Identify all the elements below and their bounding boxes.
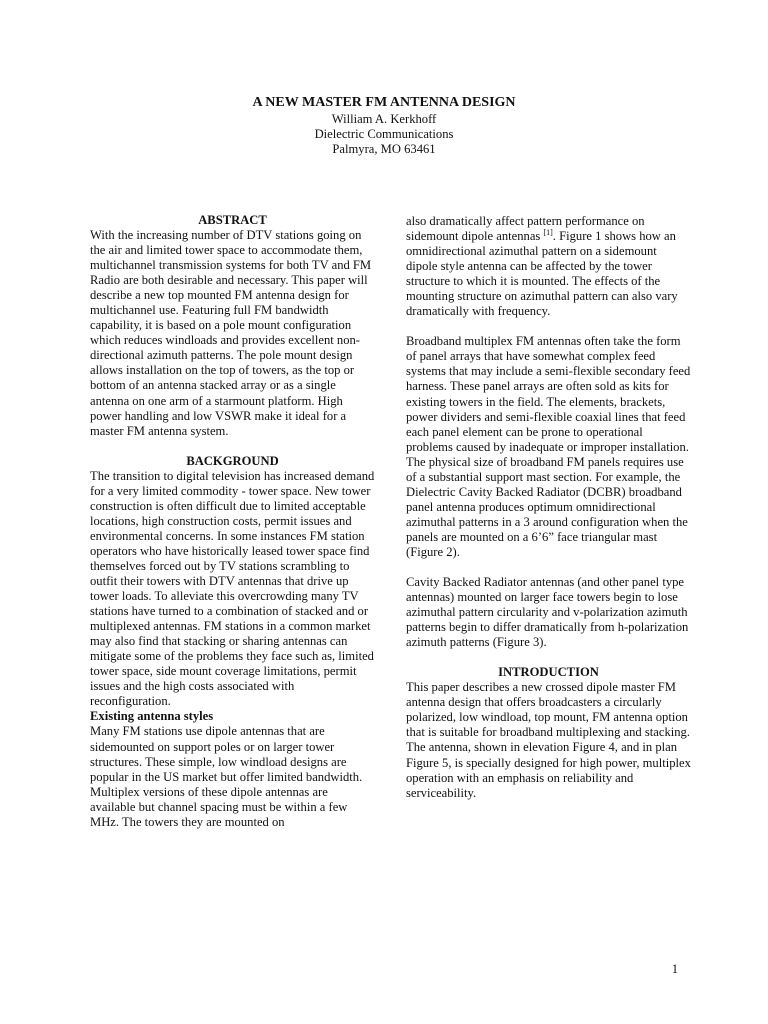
author-location: Palmyra, MO 63461 <box>332 142 436 156</box>
right-paragraph-1-b: . Figure 1 shows how an omnidirectional azimuthal pattern on a sidemount dipole style antenna can be affected by the tower structure to which it is mounted. The effects of the mounting structure on azimuthal pattern can also vary dramatically with frequency. <box>406 229 678 319</box>
introduction-text: This paper describes a new crossed dipole master FM antenna design that offers broadcasters a circularly polarized, low windload, top mount, FM antenna option that is suitable for broadband multiplexing and stacking. The antenna, shown in elevation Figure 4, and in plan Figure 5, is specially designed for high power, multiplex operation with an emphasis on reliability and serviceability. <box>406 680 691 800</box>
author-affiliation: Dielectric Communications <box>314 127 454 141</box>
reference-marker: [1] <box>543 228 553 238</box>
introduction-heading: INTRODUCTION <box>498 665 599 680</box>
background-heading: BACKGROUND <box>186 453 279 468</box>
background-text: The transition to digital television has increased demand for a very limited commodity - tower space. New tower construction is often difficult due to limited acceptable locations, high construction costs, permit issues and environmental concerns. In some instances FM station operators who have historically leased tower space find themselves forced out by TV stations scrambling to outfit their towers with DTV antennas that drive up tower loads. To alleviate this overcrowding many TV stations have turned to a combination of stacked and or multiplexed antennas. FM stations in a common market may also find that stacking or sharing antennas can mitigate some of the problems they face such as, limited tower space, side mount coverage limitations, permit issues and the high costs associated with reconfiguration. <box>90 468 375 709</box>
existing-antenna-styles-heading: Existing antenna styles <box>90 709 214 724</box>
abstract-text: With the increasing number of DTV stations going on the air and limited tower space to accommodate them, multichannel transmission systems for both TV and FM Radio are both desirable and necessary. This paper will describe a new top mounted FM antenna design for multichannel use. Featuring full FM bandwidth capability, it is based on a pole mount configuration which reduces windloads and provides excellent non-directional azimuth patterns. The pole mount design allows installation on the top of towers, as the top or bottom of an antenna stacked array or as a single antenna on one arm of a starmount platform. High power handling and low VSWR make it ideal for a master FM antenna system. <box>90 228 372 438</box>
abstract-heading: ABSTRACT <box>198 213 267 227</box>
right-paragraph-3: Cavity Backed Radiator antennas (and other panel type antennas) mounted on larger face towers begin to lose azimuthal pattern circularity and v-polarization azimuth patterns begin to differ dramatically from h-polarization azimuth patterns (Figure 3). <box>406 575 689 650</box>
author-name: William A. Kerkhoff <box>331 112 437 126</box>
left-column <box>90 213 375 830</box>
right-paragraph-1-a: also dramatically affect pattern performance on sidemount dipole antennas <box>406 214 645 244</box>
right-paragraph-2: Broadband multiplex FM antennas often take the form of panel arrays that have somewhat complex feed systems that may include a semi-flexible secondary feed harness. These panel arrays are often sold as kits for existing towers in the field. The elements, brackets, power dividers and semi-flexible coaxial lines that feed each panel element can be prone to operational problems caused by inadequate or improper installation. The physical size of broadband FM panels requires use of a substantial support mast section. For example, the Dielectric Cavity Backed Radiator (DCBR) broadband panel antenna produces optimum omnidirectional azimuthal patterns in a 3 around configuration when the panels are mounted on a 6’6” face triangular mast (Figure 2). <box>406 334 691 559</box>
existing-antenna-styles-text: Many FM stations use dipole antennas that are sidemounted on support poles or on larger tower structures. These simple, low windload designs are popular in the US market but offer limited bandwidth. Multiplex versions of these dipole antennas are available but channel spacing must be within a few MHz. The towers they are mounted on <box>90 724 363 829</box>
right-column <box>406 214 691 801</box>
page-number: 1 <box>671 962 678 976</box>
paper-title: A NEW MASTER FM ANTENNA DESIGN <box>252 95 516 110</box>
right-paragraph-1 <box>406 214 691 319</box>
paper-header <box>0 94 768 157</box>
